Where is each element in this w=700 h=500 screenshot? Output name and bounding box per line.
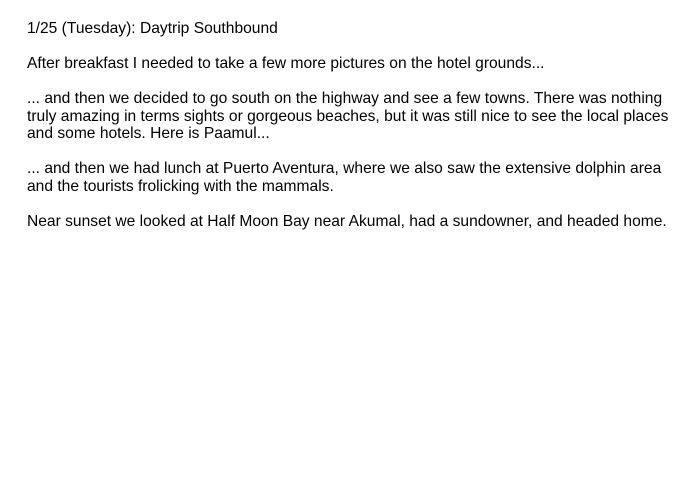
paragraph-hotel-pictures: After breakfast I needed to take a few more pictures on the hotel grounds... [27,55,545,72]
page-title: 1/25 (Tuesday): Daytrip Southbound [27,20,278,37]
document-body [27,20,687,230]
paragraph-sunset-half-moon-bay: Near sunset we looked at Half Moon Bay near Akumal, had a sundowner, and headed home. [27,212,667,230]
paragraph-south-highway: ... and then we decided to go south on the highway and see a few towns. There was nothing truly amazing in terms sights or gorgeous beaches, but it was still nice to see the local places and some hotels. Here is Paamul... [27,90,669,142]
paragraph-lunch-puerto-aventura: ... and then we had lunch at Puerto Aventura, where we also saw the extensive dolphin area and the tourists frolicking with the mammals. [27,160,662,195]
